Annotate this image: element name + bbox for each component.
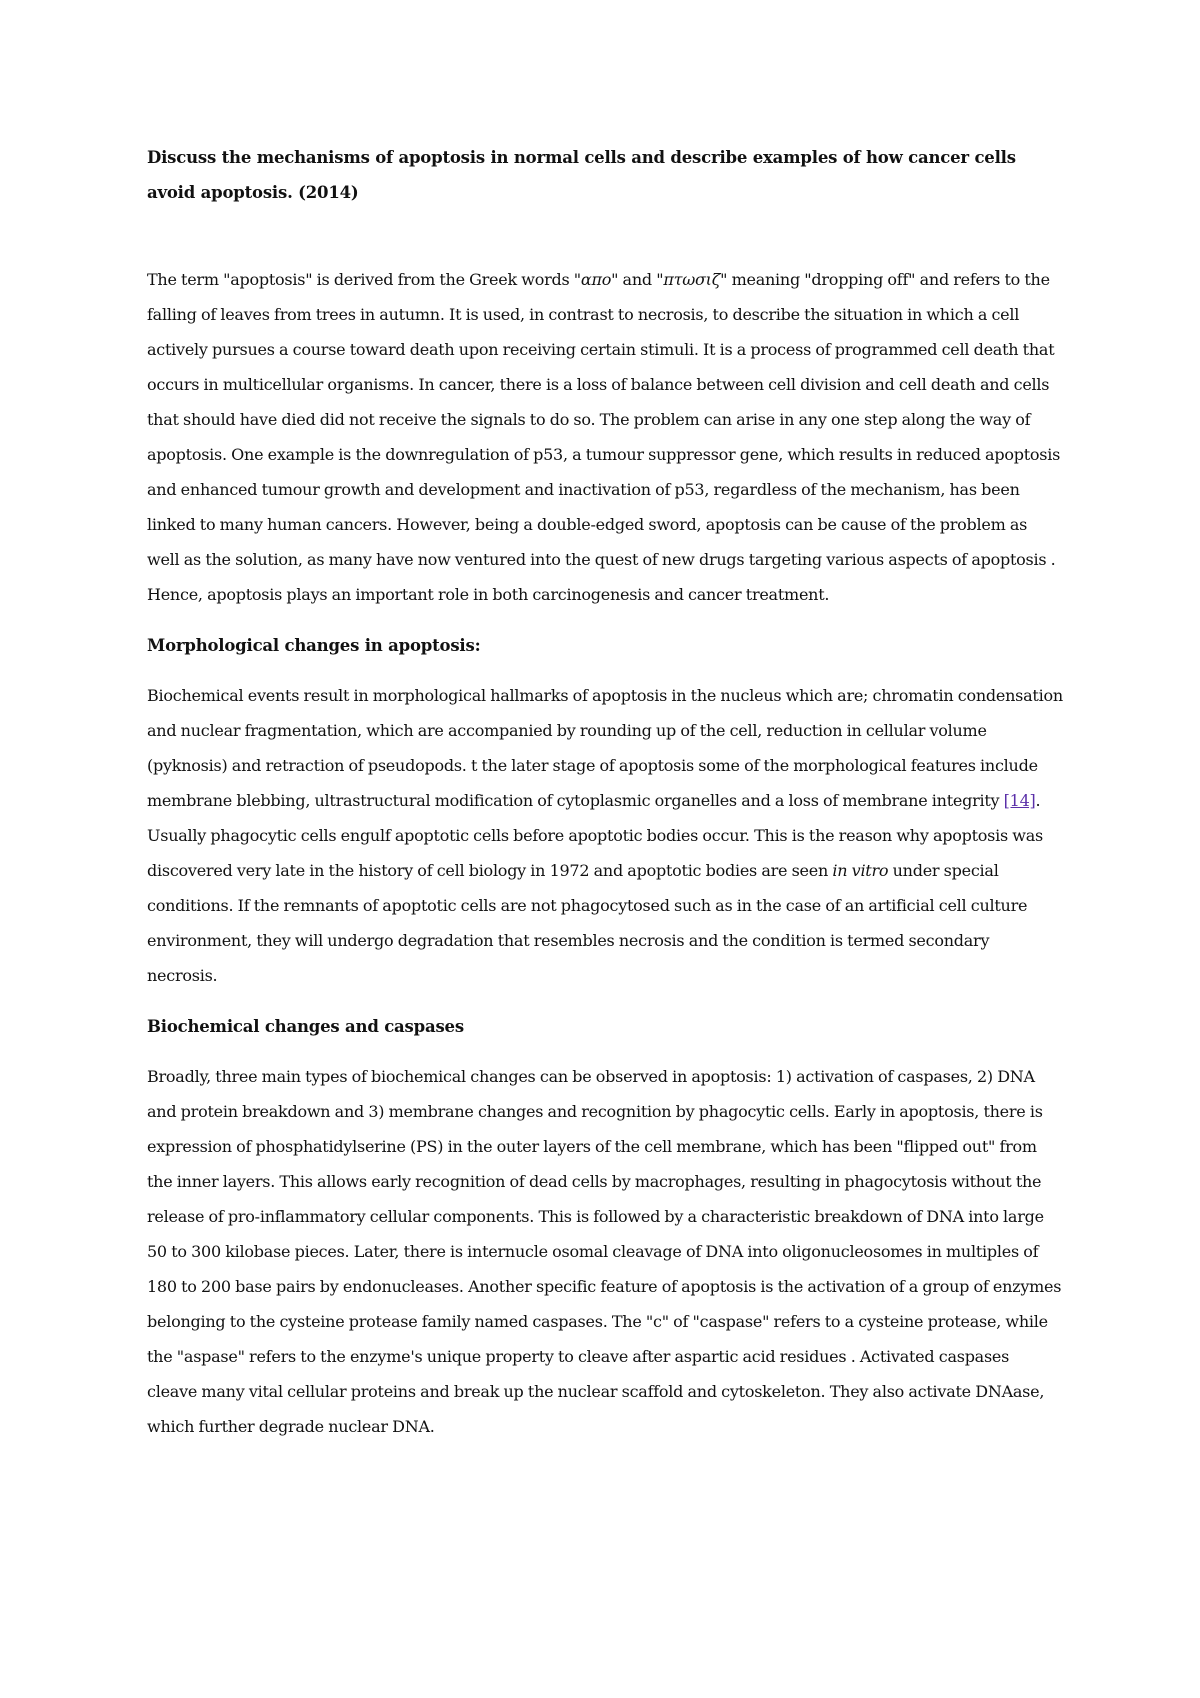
in-vitro-italic: in vitro <box>832 861 889 880</box>
morphological-text-3: under special conditions. If the remnants of apoptotic cells are not phagocytosed such as in the case of an artificial cell culture environment, they will undergo degradation that resembles necrosis and the condition is termed secondary necrosis. <box>147 861 1028 985</box>
intro-text-2: " and " <box>611 270 664 289</box>
section-heading-morphological: Morphological changes in apoptosis: <box>147 636 481 655</box>
citation-link-14[interactable]: [14] <box>1003 791 1036 810</box>
morphological-text-2: . Usually phagocytic cells engulf apoptotic cells before apoptotic bodies occur. This is the reason why apoptosis was discovered very late in the history of cell biology in 1972 and apoptotic bodies are seen <box>147 791 1043 880</box>
biochemical-paragraph: Broadly, three main types of biochemical changes can be observed in apoptosis: 1) activation of caspases, 2) DNA and protein breakdown and 3) membrane changes and recognition by phagocytic cells. Early in apoptosis, there is expression of phosphatidylserine (PS) in the outer layers of the cell membrane, which has been "flipped out" from the inner layers. This allows early recognition of dead cells by macrophages, resulting in phagocytosis without the release of pro-inflammatory cellular components. This is followed by a characteristic breakdown of DNA into large 50 to 300 kilobase pieces. Later, there is internucle osomal cleavage of DNA into oligonucleosomes in multiples of 180 to 200 base pairs by endonucleases. Another specific feature of apoptosis is the activation of a group of enzymes belonging to the cysteine protease family named caspases. The "c" of "caspase" refers to a cysteine protease, while the "aspase" refers to the enzyme's unique property to cleave after aspartic acid residues . Activated caspases cleave many vital cellular proteins and break up the nuclear scaffold and cytoskeleton. They also activate DNAase, which further degrade nuclear DNA. <box>147 1067 1062 1436</box>
document-title: Discuss the mechanisms of apoptosis in normal cells and describe examples of how cancer cells avoid apoptosis. (2014) <box>147 148 1016 202</box>
greek-word-ptosis: πτωσιζ <box>663 270 721 289</box>
section-heading-biochemical: Biochemical changes and caspases <box>147 1017 464 1036</box>
morphological-text-1: Biochemical events result in morphological hallmarks of apoptosis in the nucleus which are; chromatin condensation and nuclear fragmentation, which are accompanied by rounding up of the cell, reduction in cellular volume (pyknosis) and retraction of pseudopods. t the later stage of apoptosis some of the morphological features include membrane blebbing, ultrastructural modification of cytoplasmic organelles and a loss of membrane integrity <box>147 686 1063 810</box>
greek-word-apo: απο <box>580 270 612 289</box>
intro-text-3: " meaning "dropping off" and refers to the falling of leaves from trees in autumn. It is used, in contrast to necrosis, to describe the situation in which a cell actively pursues a course toward death upon receiving certain stimuli. It is a process of programmed cell death that occurs in multicellular organisms. In cancer, there is a loss of balance between cell division and cell death and cells that should have died did not receive the signals to do so. The problem can arise in any one step along the way of apoptosis. One example is the downregulation of p53, a tumour suppressor gene, which results in reduced apoptosis and enhanced tumour growth and development and inactivation of p53, regardless of the mechanism, has been linked to many human cancers. However, being a double-edged sword, apoptosis can be cause of the problem as well as the solution, as many have now ventured into the quest of new drugs targeting various aspects of apoptosis . Hence, apoptosis plays an important role in both carcinogenesis and cancer treatment. <box>147 270 1061 604</box>
intro-paragraph <box>147 262 1063 612</box>
morphological-paragraph <box>147 678 1063 993</box>
intro-text-1: The term "apoptosis" is derived from the Greek words " <box>147 270 581 289</box>
